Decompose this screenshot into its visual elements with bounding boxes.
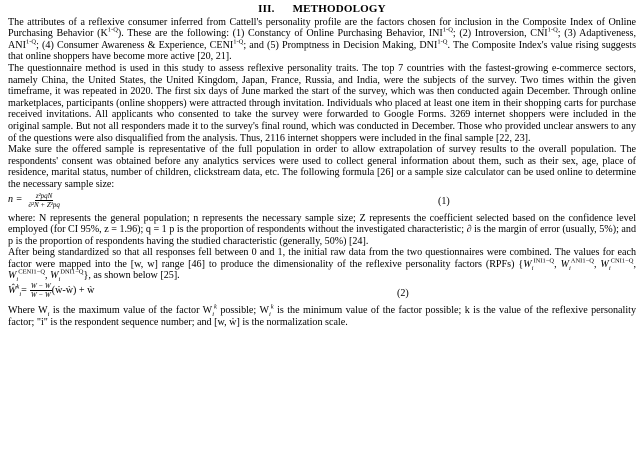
text-run: The attributes of a reflexive consumer inferred from Cattell's personality profile are the factors chosen for inclusion in the Composite Index of Online Purchasing Behavior (K <box>8 16 636 40</box>
rpf-term <box>50 269 84 284</box>
text-run: ; (2) Introversion, CNI <box>452 28 548 40</box>
rpf-term-sub: i <box>568 264 571 272</box>
paragraph-definitions <box>8 305 636 328</box>
text-run: ; (4) Consumer Awareness & Experience, CENI <box>36 39 234 51</box>
rpf-term-base: W <box>560 258 569 270</box>
text-run: After being standardized so that all responses fell between 0 and 1, the initial raw data from the two questionnaires were combined. The values for each factor were mapped into the [w, w] range [46] to produce the dimensionality of the reflexive personality factors (RPFs) { <box>8 247 636 270</box>
superscript: k <box>270 303 274 311</box>
equation-2-number: (2) <box>397 288 409 300</box>
section-number: III. <box>258 3 275 15</box>
superscript: 1-Q <box>442 26 453 34</box>
equation-1-fraction <box>28 192 59 209</box>
equation-1-numerator: z²pqN <box>35 191 53 200</box>
equation-2-lhs-base: Ŵ <box>8 284 17 296</box>
rpf-term <box>8 269 46 284</box>
rpf-term-sup: ANI1−Q <box>570 257 594 265</box>
rpf-term-sub: i <box>531 264 534 272</box>
equation-1-body <box>8 192 60 209</box>
subscript: i <box>47 311 50 319</box>
superscript: 1-Q <box>437 38 448 46</box>
rpf-term-base: W <box>50 270 59 282</box>
rpf-term <box>561 259 594 270</box>
equation-2-lhs <box>8 285 21 297</box>
superscript: 1-Q <box>233 38 244 46</box>
section-title: METHODOLOGY <box>292 3 386 15</box>
text-run: ). These are the following: (1) Constancy of Online Purchasing Behavior, INI <box>117 28 443 40</box>
text-run: possible; W <box>216 305 269 317</box>
rpf-term-sub: i <box>16 276 19 284</box>
superscript: 1-Q <box>547 26 558 34</box>
text-run: }, as shown below [25]. <box>83 270 180 282</box>
rpf-term <box>523 259 554 270</box>
rpf-term-sub: i <box>58 276 61 284</box>
paragraph-questionnaire: The questionnaire method is used in this study to assess reflexive personality traits. The top 7 countries with the fastest-growing e-commerce sectors, namely China, the United States, the United Kingdom, Japan, France, Russia, and India, were the subjects of the survey. Two times within the given timeframe, it was repeated in 2020. The first six days of June marked the start of the survey, which was then conducted again December. Through online marketplaces, participants (online shoppers) were attracted through invitation. Individuals who placed at least one item in their shopping carts for purchase received invitations. All applicants who consented to take the survey were forwarded to Google Forms. 3269 internet shoppers were included in the original sample. But not all responders made it to the survey's final round, which was conducted in December. Those who provided unclear answers to any of the questions were also disqualified from the analysis. Thus, 2116 internet shoppers were included in the final sample [22, 23]. <box>8 62 636 144</box>
equation-2 <box>8 282 636 305</box>
equation-1-denominator: ∂²N + Z²pq <box>28 200 60 209</box>
paragraph-standardized <box>8 247 636 282</box>
text-run: is the minimum value of the factor possible; k is the value of the reflexive personality factor; "i" is the respondent sequence number; and [w, ẇ] is the normalization scale. <box>8 305 636 328</box>
subscript: i <box>212 311 215 319</box>
equation-1-number: (1) <box>438 195 450 207</box>
rpf-term-base: W <box>8 270 17 282</box>
superscript: k <box>214 303 217 311</box>
text-run: Where W <box>8 305 48 317</box>
paragraph-sample: Make sure the offered sample is representative of the full population in order to allow extrapolation of survey results to the overall population. The respondents' consent was obtained before any analytics services were used to collect general information about them, such as their sex, age, place of residence, marital status, number of children, clickstream data, etc. The following formula [26] or a sample size calculator can be used online to determine the necessary sample size: <box>8 144 636 190</box>
section-heading <box>8 4 636 16</box>
equation-2-lhs-sup: k <box>16 283 20 291</box>
equation-2-fraction <box>30 282 52 299</box>
rpf-term-sub: i <box>608 264 611 272</box>
subscript: i <box>268 311 271 319</box>
equation-1 <box>8 191 636 213</box>
text-run: . The Composite Index's value rising suggests that online shoppers have become more active [20, 21]. <box>8 39 636 63</box>
equation-2-numerator: W − W <box>30 282 51 291</box>
paragraph-where: where: N represents the general population; n represents the necessary sample size; Z represents the coefficient selected based on the confidence level employed (for CI 95%, z = 1.96); q = 1 p is the proportion of respondents without the investigated characteristic; ∂ is the margin of error (usually, 5%); and p is the proportion of respondents having the studied characteristic (generally, 50%) [24]. <box>8 212 636 247</box>
rpf-term-sup: DNI1−Q <box>60 269 84 277</box>
text-run: ; (3) Adaptiveness, ANI <box>8 28 636 51</box>
equation-1-lhs: n = <box>8 194 23 206</box>
superscript: 1-Q <box>107 26 118 34</box>
text-run: is the maximum value of the factor W <box>49 305 213 317</box>
paragraph-attributes <box>8 17 636 63</box>
equation-2-tail: (ẇ-ẁ) + ẁ <box>51 284 95 296</box>
rpf-term-sup: CNI1−Q <box>610 257 634 265</box>
rpf-term-base: W <box>523 258 532 270</box>
rpf-term-sup: INI1−Q <box>533 257 555 265</box>
rpf-term <box>600 259 633 270</box>
rpf-term-sup: CENI1−Q <box>18 269 46 277</box>
equation-2-equals: = <box>21 284 27 296</box>
superscript: 1-Q <box>25 38 37 46</box>
equation-2-body <box>8 282 94 299</box>
text-run: ; and (5) Promptness in Decision Making, DNI <box>243 39 438 51</box>
rpf-term-base: W <box>600 258 609 270</box>
equation-2-lhs-sub: i <box>19 290 22 298</box>
equation-2-denominator: W − W <box>30 291 51 300</box>
rpf-set: $W_i^{INI1-Q}$, $W_i^{ANI1-Q}$, $W_i^{CNI1-Q}$, $W_i^{CENI1-Q}$, $W_i^{DNI1-Q}$ <box>8 257 636 284</box>
